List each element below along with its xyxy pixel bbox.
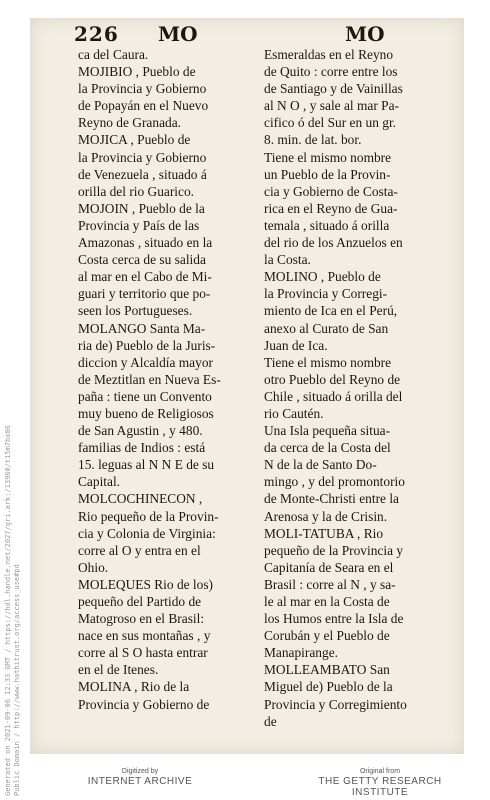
watermark-line-1: Generated on 2021-09-06 12:33 GMT / https://hdl.handle.net/2027/gri.ark:/13960/t15m7bx06 [4, 425, 12, 796]
text-line: al mar en el Cabo de Mi- [78, 269, 212, 285]
text-line: MOLEQUES Rio de los) [78, 576, 214, 592]
text-line: rio Cautén. [264, 405, 324, 421]
text-line: en el de Itenes. [78, 662, 159, 678]
left-text-column [78, 46, 248, 713]
text-line: temala , situado á orilla [264, 217, 390, 233]
text-line: Amazonas , situado en la [78, 235, 213, 251]
text-line: Provincia y Gobierno de [78, 696, 210, 712]
text-line: los Humos entre la Isla de [264, 611, 404, 627]
text-line: 15. leguas al N N E de su [78, 457, 215, 473]
text-line: Capitanía de Seara en el [264, 559, 394, 575]
text-line: Juan de Ica. [264, 337, 328, 353]
text-line: corre al O y entra en el [78, 542, 201, 558]
text-line: Tiene el mismo nombre [264, 149, 392, 165]
text-line: pequeño del Partido de [78, 594, 202, 609]
text-line: ca del Caura. [78, 47, 149, 62]
text-line: corre al S O hasta entrar [78, 645, 208, 661]
getty-institute-label: THE GETTY RESEARCH INSTITUTE [318, 776, 442, 798]
text-line: Provincia y Corregimiento [264, 696, 407, 712]
text-line: Miguel de) Pueblo de la [264, 679, 393, 695]
original-from-label: Original from [359, 768, 401, 775]
text-line: MOLINA , Rio de la [78, 679, 190, 695]
text-line: diccion y Alcaldía mayor [78, 354, 213, 370]
text-line: un Pueblo de la Provin- [264, 166, 391, 182]
left-running-heading: MO [158, 22, 198, 46]
watermark-line-2: Public Domain / http://www.hathitrust.org/access_use#pd [13, 564, 21, 796]
right-running-heading: MO [345, 22, 385, 46]
text-line: cifico ó del Sur en un gr. [264, 115, 397, 131]
text-line: MOJICA , Pueblo de [78, 132, 191, 148]
hathitrust-watermark [4, 425, 22, 796]
text-line: Arenosa y la de Crisin. [264, 508, 388, 524]
text-line: de Meztitlan en Nueva Es- [78, 371, 221, 387]
text-line: Chile , situado á orilla del [264, 388, 403, 404]
text-line: ria de) Pueblo de la Juris- [78, 337, 216, 353]
text-line: miento de Ica en el Perú, [264, 303, 398, 319]
text-line: MOLI-TATUBA , Rio [264, 525, 384, 541]
text-line: orilla del rio Guarico. [78, 183, 195, 199]
digitizer-credit [70, 768, 210, 787]
text-line: paña : tiene un Convento [78, 388, 212, 404]
text-line: Manapirange. [264, 645, 338, 661]
text-line: Ohio. [78, 559, 109, 575]
text-line: MOJIBIO , Pueblo de [78, 64, 196, 80]
text-line: Una Isla pequeña situa- [264, 423, 391, 439]
text-line: de [264, 713, 277, 729]
page-number: 226 [74, 22, 119, 46]
text-line: Capital. [78, 474, 121, 490]
text-line: de Quito : corre entre los [264, 64, 398, 80]
text-line: MOLCOCHINECON , [78, 491, 203, 507]
text-line: Reyno de Granada. [78, 115, 181, 131]
text-line: de Venezuela , situado á [78, 166, 207, 182]
text-line: cia y Gobierno de Costa- [264, 183, 398, 199]
right-text-column [264, 46, 444, 730]
text-line: pequeño de la Provincia y [264, 542, 404, 558]
text-line: de Popayán en el Nuevo [78, 98, 209, 114]
text-line: MOJOIN , Pueblo de la [78, 200, 205, 216]
text-line: del rio de los Anzuelos en [264, 235, 403, 251]
text-line: Matogroso en el Brasil: [78, 611, 205, 627]
text-line: Corubán y el Pueblo de [264, 628, 390, 644]
text-line: MOLLEAMBATO San [264, 662, 390, 678]
text-line: MOLANGO Santa Ma- [78, 320, 206, 336]
text-line: otro Pueblo del Reyno de [264, 371, 401, 387]
text-line: seen los Portugueses. [78, 303, 193, 319]
text-line: da cerca de la Costa del [264, 440, 391, 456]
source-credit [290, 768, 470, 798]
text-line: Costa cerca de su salida [78, 252, 206, 268]
text-line: Tiene el mismo nombre [264, 354, 392, 370]
text-line: nace en sus montañas , y [78, 628, 211, 644]
text-line: cia y Colonia de Virginia: [78, 525, 216, 541]
text-line: N de la de Santo Do- [264, 457, 377, 473]
text-line: Esmeraldas en el Reyno [264, 47, 394, 62]
text-line: rica en el Reyno de Gua- [264, 200, 398, 216]
text-line: muy bueno de Religiosos [78, 405, 214, 421]
text-line: MOLINO , Pueblo de [264, 269, 381, 285]
text-line: mingo , y del promontorio [264, 474, 405, 490]
text-line: de San Agustin , y 480. [78, 423, 203, 439]
text-line: Brasil : corre al N , y sa- [264, 576, 396, 592]
digitized-by-label: Digitized by [121, 768, 159, 775]
text-line: la Provincia y Gobierno [78, 81, 207, 97]
text-line: le al mar en la Costa de [264, 594, 390, 609]
text-line: Provincia y País de las [78, 217, 200, 233]
internet-archive-label: INTERNET ARCHIVE [87, 776, 193, 787]
text-line: al N O , y sale al mar Pa- [264, 98, 399, 114]
text-line: Rio pequeño de la Provin- [78, 508, 219, 524]
text-line: anexo al Curato de San [264, 320, 389, 336]
text-line: 8. min. de lat. bor. [264, 132, 362, 148]
text-line: la Provincia y Corregi- [264, 286, 388, 302]
text-line: la Provincia y Gobierno [78, 149, 207, 165]
text-line: familias de Indios : está [78, 440, 206, 456]
text-line: guari y territorio que po- [78, 286, 211, 302]
text-line: la Costa. [264, 252, 311, 268]
text-line: de Santiago y de Vainillas [264, 81, 403, 97]
text-line: de Monte-Christi entre la [264, 491, 399, 507]
